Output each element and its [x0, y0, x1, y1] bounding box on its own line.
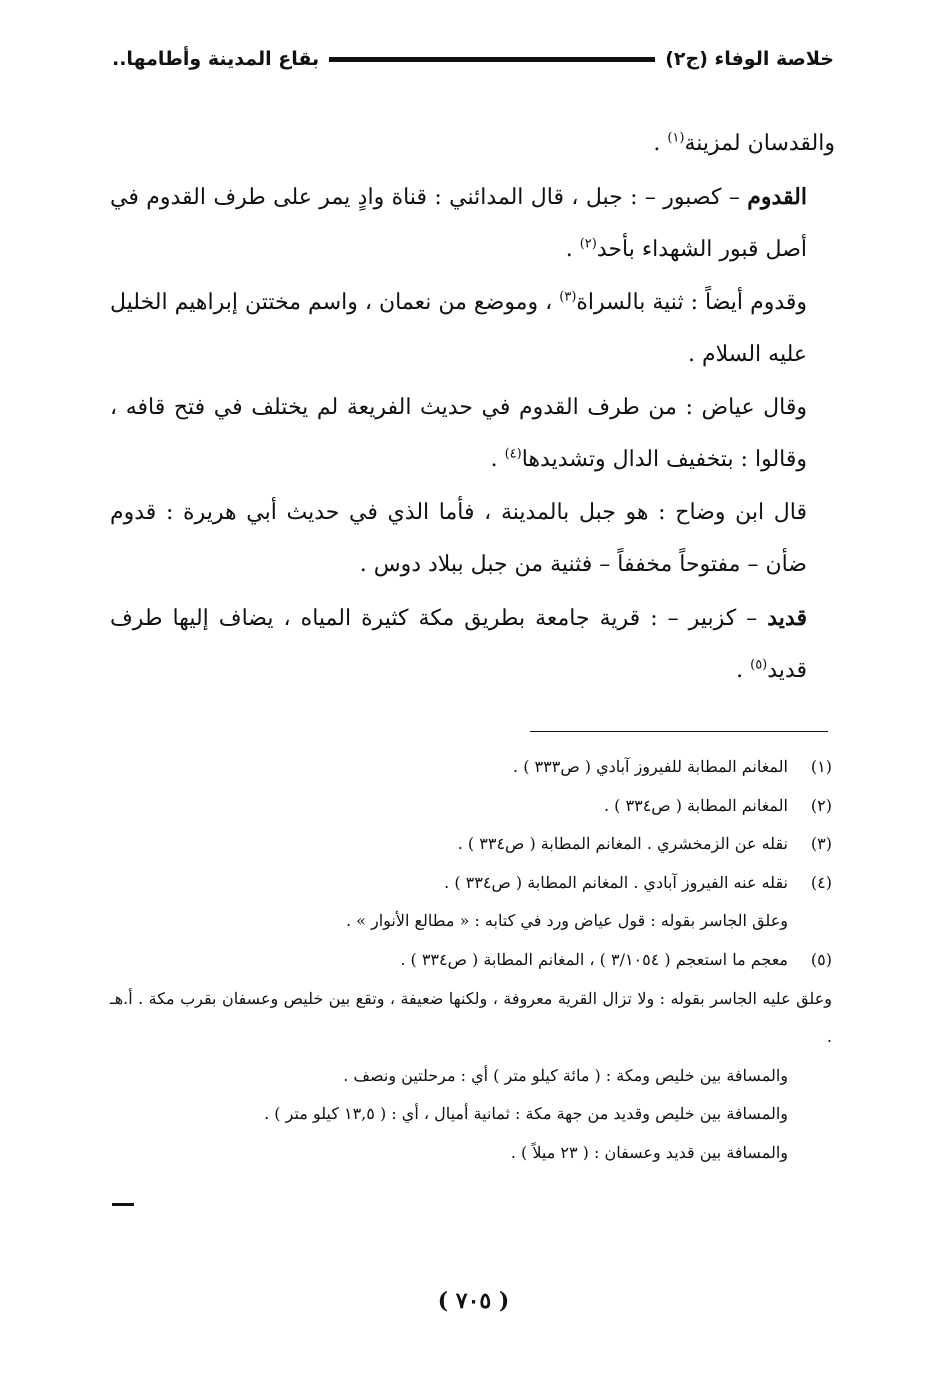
footnote-text: المغانم المطابة للفيروز آبادي ( ص٣٣٣ ) . [513, 757, 788, 776]
footnote-continuation: والمسافة بين قديد وعسفان : ( ٢٣ ميلاً ) . [510, 1142, 788, 1162]
paragraph-end: . [653, 131, 668, 156]
footnote-number: (٣) [810, 834, 832, 854]
header-book-title: خلاصة الوفاء (ج٢) [665, 48, 834, 70]
footnote-number: (١) [810, 757, 832, 776]
paragraph-text: وقدوم أيضاً : ثنية بالسراة [576, 289, 808, 315]
footnote [110, 864, 832, 903]
paragraph-end: . [565, 237, 580, 262]
paragraph-text: قال ابن وضاح : هو جبل بالمدينة ، فأما الذي في حديث أبي هريرة : قدوم ضأن – مفتوحاً مخففاً – فثنية من جبل ببلاد دوس . [110, 499, 807, 577]
paragraph-text: – كصبور – : جبل ، قال المدائني : قناة وادٍ يمر على طرف القدوم في أصل قبور الشهداء بأحد [110, 184, 807, 262]
footnote-separator [530, 731, 828, 732]
paragraph [110, 382, 807, 487]
footnote-continuation: والمسافة بين خليص وقديد من جهة مكة : ثمانية أميال ، أي : ( ١٣,٥ كيلو متر ) . [264, 1104, 788, 1124]
paragraph-text: وقال عياض : من طرف القدوم في حديث الفريعة لم يختلف في فتح قافه ، وقالوا : بتخفيف الدال وتشديدها [110, 394, 807, 472]
footnote-number: (٥) [810, 949, 832, 969]
footnote-text: نقله عن الزمخشري . المغانم المطابة ( ص٣٣٤ ) . [457, 834, 788, 854]
paragraph [110, 277, 807, 382]
footnote [110, 825, 832, 864]
header-rule [329, 57, 655, 62]
footnote [110, 787, 832, 826]
entry-term: القدوم [747, 183, 807, 210]
entry-term: قديد [767, 604, 807, 631]
paragraph [110, 487, 807, 592]
footnote [110, 748, 832, 787]
footnote-ref[interactable]: (١) [667, 130, 685, 146]
footnote-continuation: وعلق الجاسر بقوله : قول عياض ورد في كتابه : « مطالع الأنوار » . [345, 911, 788, 931]
entry-qudum [110, 171, 807, 277]
footnote-text: نقله عنه الفيروز آبادي . المغانم المطابة ( ص٣٣٤ ) . [444, 872, 788, 892]
paragraph-text: ، وموضع من نعمان ، واسم مختتن إبراهيم الخليل عليه السلام . [110, 289, 807, 367]
footnote [110, 941, 832, 980]
footnote-text: المغانم المطابة ( ص٣٣٤ ) . [604, 795, 788, 815]
footnote-continuation: وعلق عليه الجاسر بقوله : ولا تزال القرية معروفة ، ولكنها ضعيفة ، وتقع بين خليص وعسفان بقرب مكة . أ.هـ . [110, 988, 832, 1047]
paragraph [110, 118, 835, 171]
footnote-number: (٢) [810, 795, 832, 815]
paragraph-end: . [490, 447, 505, 472]
main-text [110, 118, 835, 698]
entry-qudayd [110, 592, 807, 698]
paragraph-end: . [736, 658, 751, 683]
header-chapter-title: بقاع المدينة وأطامها.. [112, 48, 320, 70]
paragraph-text: – كزبير – : قرية جامعة بطريق مكة كثيرة المياه ، يضاف إليها طرف قديد [110, 605, 807, 683]
running-header [112, 42, 834, 76]
footnote-continuation: والمسافة بين خليص ومكة : ( مائة كيلو متر ) أي : مرحلتين ونصف . [343, 1065, 788, 1085]
footnote-ref[interactable]: (٤) [504, 446, 522, 462]
footnote-ref[interactable]: (٣) [559, 289, 577, 305]
footnotes [110, 748, 832, 1173]
paragraph-text: والقدسان لمزينة [684, 131, 835, 156]
footnote-ref[interactable]: (٢) [579, 236, 597, 252]
footnote-text: معجم ما استعجم ( ٣/١٠٥٤ ) ، المغانم المطابة ( ص٣٣٤ ) . [400, 949, 788, 969]
footnote-ref[interactable]: (٥) [750, 657, 768, 673]
footnote-number: (٤) [810, 872, 832, 892]
page-number: ( ٧٠٥ ) [437, 1288, 510, 1314]
continuation-dash [112, 1203, 134, 1206]
